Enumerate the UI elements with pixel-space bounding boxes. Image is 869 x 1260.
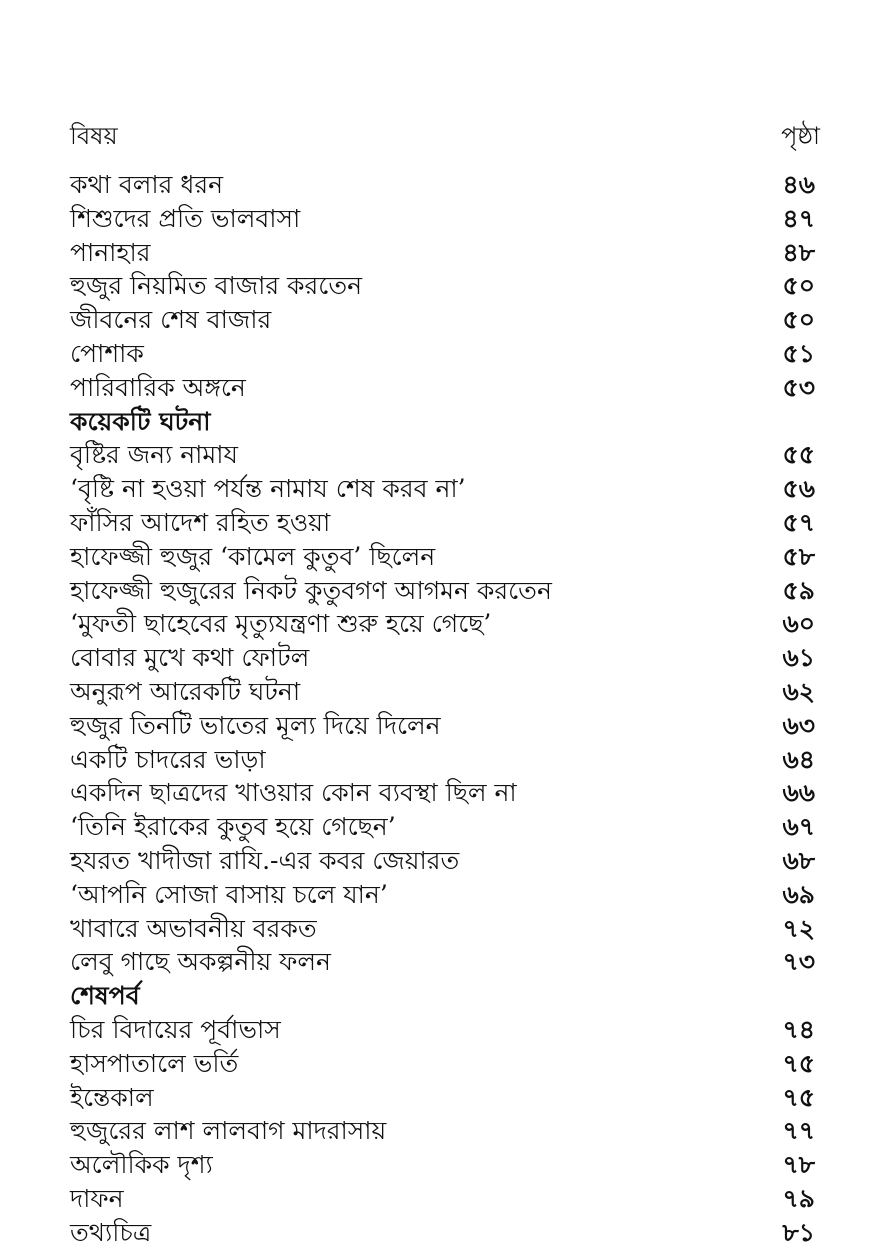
toc-entry-page-number: ৭২ — [782, 913, 815, 943]
toc-entry-page-number: ৫১ — [782, 338, 815, 368]
toc-entry — [70, 878, 815, 912]
toc-entry-title: চির বিদায়ের পূর্বাভাস — [70, 1014, 281, 1044]
toc-entry-page-number: ৮১ — [782, 1217, 815, 1247]
toc-entry — [70, 202, 815, 236]
toc-entry-title: হুজুরের লাশ লালবাগ মাদরাসায় — [70, 1116, 387, 1146]
toc-entry-title: অলৌকিক দৃশ্য — [70, 1150, 213, 1180]
toc-entry — [70, 607, 815, 641]
toc-entry-title: ‘বৃষ্টি না হওয়া পর্যন্ত নামায শেষ করব না’ — [70, 474, 466, 504]
toc-entry-page-number: ৭৮ — [782, 1150, 815, 1180]
toc-entry — [70, 641, 815, 675]
toc-entry-page-number: ৫৭ — [782, 507, 815, 537]
toc-entry-title: ফাঁসির আদেশ রহিত হওয়া — [70, 507, 331, 537]
toc-entry-page-number: ৪৮ — [782, 237, 815, 267]
toc-entry-title: তথ্যচিত্র — [70, 1217, 152, 1247]
toc-entry-page-number: ৬৭ — [782, 812, 815, 842]
toc-entry — [70, 574, 815, 608]
toc-entry — [70, 168, 815, 202]
toc-entry-page-number: ৫৮ — [782, 541, 815, 571]
toc-entry-page-number: ৭৫ — [782, 1048, 815, 1078]
toc-entry-title: হযরত খাদীজা রাযি.-এর কবর জেয়ারত — [70, 845, 460, 875]
toc-entry — [70, 540, 815, 574]
toc-entry-title: একদিন ছাত্রদের খাওয়ার কোন ব্যবস্থা ছিল না — [70, 778, 517, 808]
toc-entry-page-number: ৭৫ — [782, 1082, 815, 1112]
toc-entry-page-number: ৫৩ — [782, 372, 815, 402]
toc-entry-title: হুজুর নিয়মিত বাজার করতেন — [70, 271, 363, 301]
toc-entry-title: জীবনের শেষ বাজার — [70, 305, 272, 335]
toc-entry — [70, 1081, 815, 1115]
toc-entry — [70, 844, 815, 878]
toc-entry-page-number: ৫৬ — [782, 474, 815, 504]
toc-entry — [70, 945, 815, 979]
page-column-label: পৃষ্ঠা — [781, 122, 820, 150]
toc-entry — [70, 912, 815, 946]
toc-entry — [70, 236, 815, 270]
toc-entry-title: একটি চাদরের ভাড়া — [70, 744, 266, 774]
toc-entry — [70, 675, 815, 709]
toc-entry — [70, 506, 815, 540]
toc-header — [70, 118, 820, 152]
toc-entry — [70, 371, 815, 405]
toc-entry-page-number: ৬১ — [782, 643, 815, 673]
toc-entry-title: ইন্তেকাল — [70, 1082, 154, 1112]
toc-entry — [70, 269, 815, 303]
toc-entry-page-number: ৪৭ — [782, 203, 815, 233]
toc-entry — [70, 337, 815, 371]
toc-entry-page-number: ৫৫ — [782, 440, 815, 470]
toc-entry-page-number: ৬৬ — [782, 778, 815, 808]
toc-entry — [70, 776, 815, 810]
toc-entry-page-number: ৬৯ — [782, 879, 815, 909]
toc-entry — [70, 1047, 815, 1081]
toc-entry — [70, 472, 815, 506]
toc-entry-page-number: ৭৯ — [782, 1183, 815, 1213]
toc-entry-title: হাফেজ্জী হুজুর ‘কামেল কুতুব’ ছিলেন — [70, 541, 436, 571]
toc-entry-title: বৃষ্টির জন্য নামায — [70, 440, 238, 470]
toc-entry — [70, 1013, 815, 1047]
toc-entry-title: বোবার মুখে কথা ফোটল — [70, 643, 310, 673]
subject-column-label: বিষয় — [70, 122, 118, 150]
toc-entry-title: হাসপাতালে ভর্তি — [70, 1048, 239, 1078]
toc-entry-title: লেবু গাছে অকল্পনীয় ফলন — [70, 947, 331, 977]
toc-entry-title: কথা বলার ধরন — [70, 170, 224, 199]
toc-entry-title: হাফেজ্জী হুজুরের নিকট কুতুবগণ আগমন করতেন — [70, 575, 552, 605]
toc-section-heading — [70, 405, 815, 439]
toc-entry-page-number: ৬৩ — [782, 710, 815, 740]
toc-entry — [70, 438, 815, 472]
toc-entry-title: পানাহার — [70, 237, 151, 267]
toc-entry-page-number: ৫০ — [782, 305, 815, 335]
toc-entry-page-number: ৬২ — [782, 676, 815, 706]
toc-section-heading — [70, 979, 815, 1013]
toc-entry — [70, 810, 815, 844]
toc-entry — [70, 1114, 815, 1148]
toc-entry-title: খাবারে অভাবনীয় বরকত — [70, 913, 317, 943]
toc-entry-page-number: ৭৭ — [782, 1116, 815, 1146]
toc-entry — [70, 1216, 815, 1250]
toc-entry-title: কয়েকটি ঘটনা — [70, 406, 211, 436]
toc-entry-title: ‘আপনি সোজা বাসায় চলে যান’ — [70, 879, 388, 909]
toc-entry-page-number: ৭৪ — [782, 1014, 815, 1044]
toc-entry-page-number: ৫৯ — [782, 575, 815, 605]
toc-entry — [70, 1182, 815, 1216]
toc-entry — [70, 709, 815, 743]
toc-entry-title: পোশাক — [70, 338, 144, 368]
toc-entry-page-number: ৫০ — [782, 271, 815, 301]
toc-entry-title: শেষপর্ব — [70, 981, 140, 1011]
toc-entry-title: অনুরূপ আরেকটি ঘটনা — [70, 676, 301, 706]
toc-entry-title: হুজুর তিনটি ভাতের মূল্য দিয়ে দিলেন — [70, 710, 441, 740]
toc-entry-page-number: ৪৬ — [782, 170, 815, 199]
toc-entry-title: দাফন — [70, 1183, 124, 1213]
toc-entry-page-number: ৭৩ — [782, 947, 815, 977]
toc-entry — [70, 303, 815, 337]
toc-entry-title: পারিবারিক অঙ্গনে — [70, 372, 246, 402]
toc-entry-page-number: ৬৪ — [782, 744, 815, 774]
toc-list — [70, 168, 815, 1250]
toc-entry-title: ‘তিনি ইরাকের কুতুব হয়ে গেছেন’ — [70, 812, 396, 842]
toc-entry — [70, 1148, 815, 1182]
toc-entry-page-number: ৬০ — [782, 609, 815, 639]
toc-entry — [70, 743, 815, 777]
toc-entry-title: ‘মুফতী ছাহেবের মৃত্যুযন্ত্রণা শুরু হয়ে গেছে’ — [70, 609, 492, 639]
toc-entry-title: শিশুদের প্রতি ভালবাসা — [70, 203, 301, 233]
toc-entry-page-number: ৬৮ — [782, 845, 815, 875]
